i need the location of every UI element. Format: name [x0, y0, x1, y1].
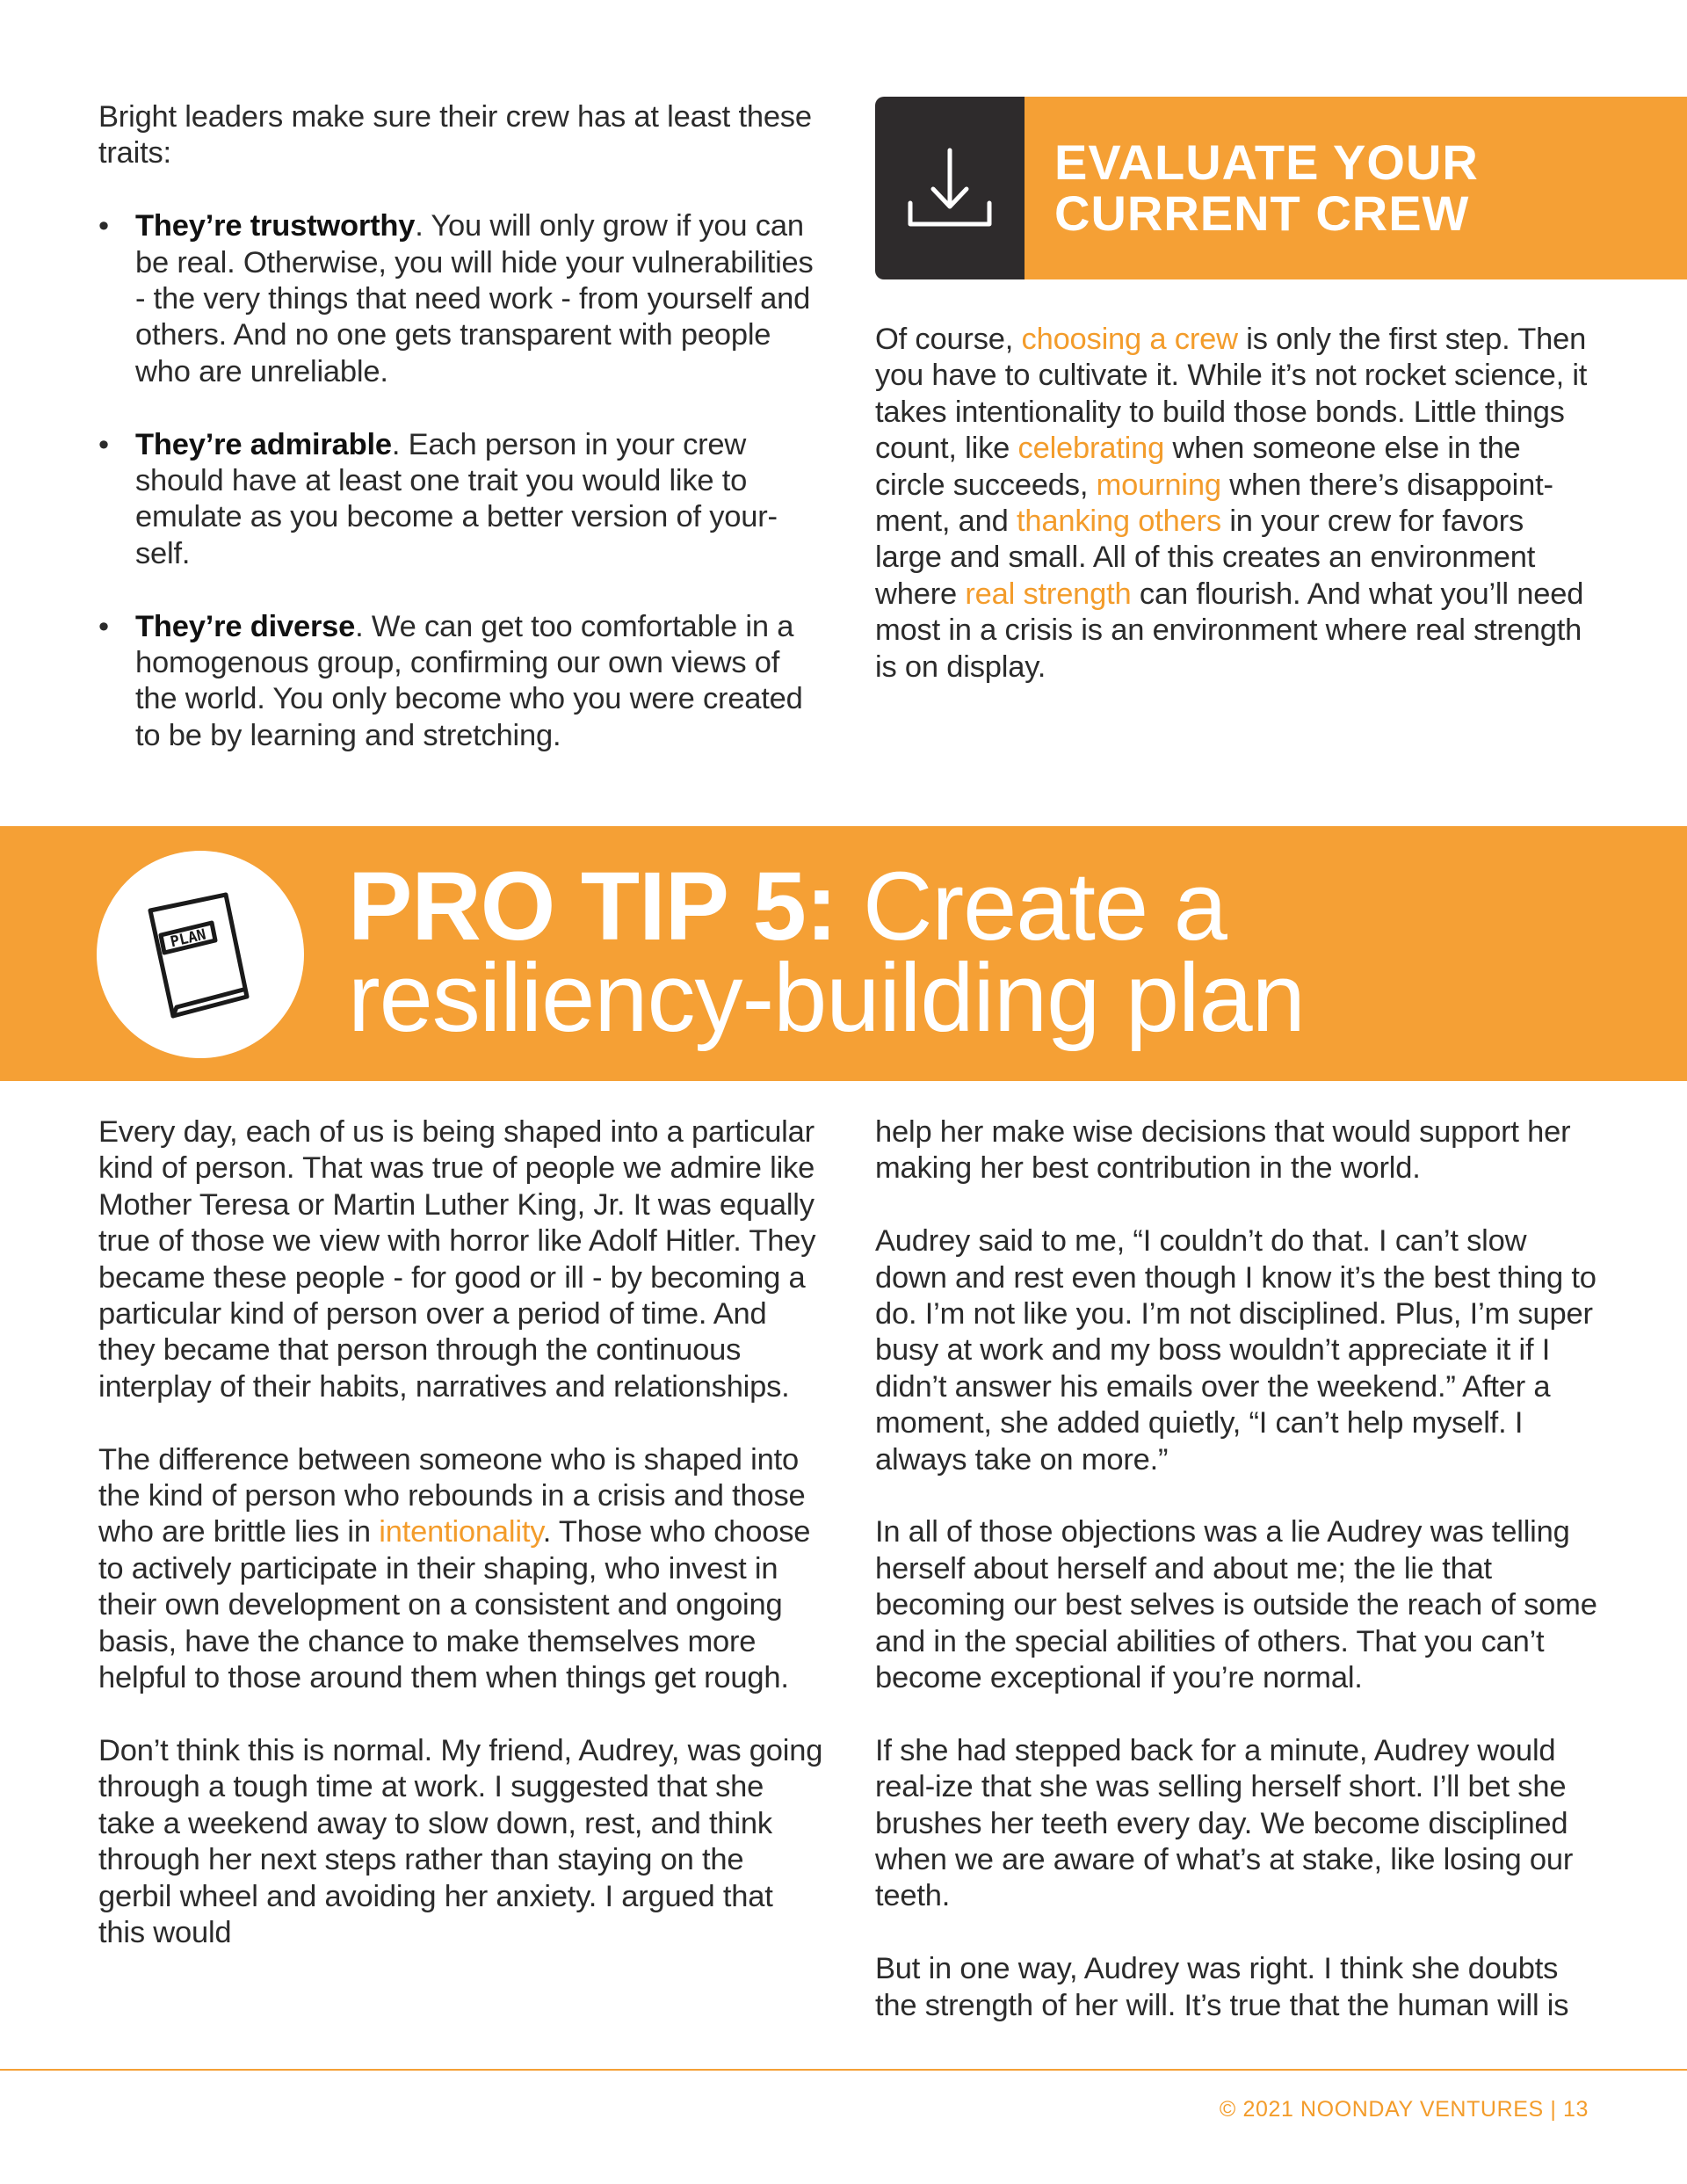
text-run: The difference between someone who is shaped into the kind of person who rebounds in a crisis and those who are brittle lies in: [98, 1442, 806, 1549]
link-celebrating[interactable]: celebrating: [1017, 432, 1165, 466]
trait-diverse: [98, 609, 819, 755]
evaluate-title: EVALUATE YOUR CURRENT CREW: [1054, 134, 1479, 241]
bullet-icon: •: [98, 427, 109, 461]
text-run: is only the first step. Then you have to cultivate it. While it’s not rocket science, it takes intentionality to build those bonds. Little things count, like: [875, 323, 1588, 466]
trait-title: They’re admirable: [135, 427, 392, 461]
text-run: in your crew for favors large and small. All of this creates an environment where: [875, 504, 1536, 611]
pro-tip-heading: [348, 853, 1305, 1052]
bullet-icon: •: [98, 209, 109, 243]
body-paragraph: Every day, each of us is being shaped into a particular kind of person. That was true of people we admire like Mother Teresa or Martin Luther King, Jr. It was equally true of those we view with horror like Adolf Hitler. They became these people - for good or ill - by becoming a particular kind of person over a period of time. And they became that person through the continuous interplay of their habits, narratives and relationships.: [98, 1115, 816, 1404]
evaluate-paragraph-column: [875, 322, 1597, 686]
link-intentionality[interactable]: intentionality: [379, 1515, 543, 1549]
trait-admirable: [98, 427, 819, 573]
trait-text: . We can get too comfortable in a homogenous group, confirming our own views of the world. You only become who you were created to be by learning and stretching.: [135, 609, 803, 752]
link-thanking-others[interactable]: thanking others: [1017, 504, 1221, 539]
text-run: when there’s disappoint-ment, and: [875, 468, 1553, 539]
text-run: when someone else in the circle succeeds,: [875, 432, 1521, 502]
link-mourning[interactable]: mourning: [1096, 468, 1221, 502]
traits-intro: Bright leaders make sure their crew has at least these traits:: [98, 100, 812, 171]
body-right-column: [875, 1114, 1601, 2024]
download-icon: [901, 140, 998, 236]
text-run: Of course,: [875, 323, 1022, 356]
body-paragraph: If she had stepped back for a minute, Audrey would real-ize that she was selling herself short. I’ll bet she brushes her teeth every day. We become disciplined when we are aware of what’s at stake, like losing our teeth.: [875, 1733, 1574, 1913]
body-left-column: [98, 1114, 824, 1951]
body-paragraph: In all of those objections was a lie Audrey was telling herself about herself and about me; the lie that becoming our best selves is outside the reach of some and in the special abilities of others. That you can’t become exceptional if you’re normal.: [875, 1515, 1597, 1695]
plan-notebook-icon: [134, 884, 266, 1025]
download-icon-box[interactable]: [875, 97, 1025, 279]
bullet-icon: •: [98, 609, 109, 643]
trait-text: . Each person in your crew should have at least one trait you would like to emulate as you become a better version of your-self.: [135, 427, 778, 570]
evaluate-paragraph: [875, 322, 1597, 686]
plan-label: PLAN: [169, 925, 208, 952]
traits-list: [98, 208, 819, 754]
body-paragraph: Don’t think this is normal. My friend, Audrey, was going through a tough time at work. I suggested that she take a weekend away to slow down, rest, and think through her next steps rather than staying on the gerbil wheel and avoiding her anxiety. I argued that this would: [98, 1733, 823, 1949]
trait-title: They’re trustworthy: [135, 209, 416, 243]
text-run: can flourish. And what you’ll need most in a crisis is an environment where real strength is on display.: [875, 577, 1584, 684]
body-paragraph: Audrey said to me, “I couldn’t do that. I can’t slow down and rest even though I know it’s the best thing to do. I’m not like you. I’m not disciplined. Plus, I’m super busy at work and my boss wouldn’t appreciate it if I didn’t answer his emails over the weekend.” After a moment, she added quietly, “I can’t help myself. I always take on more.”: [875, 1224, 1596, 1477]
link-real-strength[interactable]: real strength: [965, 577, 1132, 611]
trait-title: They’re diverse: [135, 609, 356, 643]
pro-tip-title-line2: resiliency-building plan: [348, 944, 1305, 1052]
trait-text: . You will only grow if you can be real. Otherwise, you will hide your vulnerabilities - the very things that need work - from yourself and others. And no one gets transparent with people who are unreliable.: [135, 209, 814, 388]
text-run: . Those who choose to actively participate in their shaping, who invest in their own development on a consistent and ongoing basis, have the chance to make themselves more helpful to those around them when things get rough.: [98, 1515, 811, 1695]
evaluate-crew-banner[interactable]: [875, 97, 1687, 279]
traits-column: [98, 99, 819, 754]
footer-divider: [0, 2069, 1687, 2071]
pro-tip-title-line1: Create a: [836, 853, 1227, 961]
pro-tip-number: PRO TIP 5:: [348, 853, 837, 961]
body-paragraph: But in one way, Audrey was right. I think she doubts the strength of her will. It’s true that the human will is: [875, 1952, 1569, 2022]
evaluate-title-area: [1025, 97, 1687, 279]
body-paragraph: [98, 1442, 824, 1697]
page-footer: © 2021 NOONDAY VENTURES | 13: [1219, 2097, 1589, 2122]
body-paragraph: help her make wise decisions that would support her making her best contribution in the world.: [875, 1115, 1571, 1186]
plan-icon-circle: [97, 851, 304, 1058]
trait-trustworthy: [98, 208, 819, 390]
link-choosing-a-crew[interactable]: choosing a crew: [1021, 323, 1238, 356]
